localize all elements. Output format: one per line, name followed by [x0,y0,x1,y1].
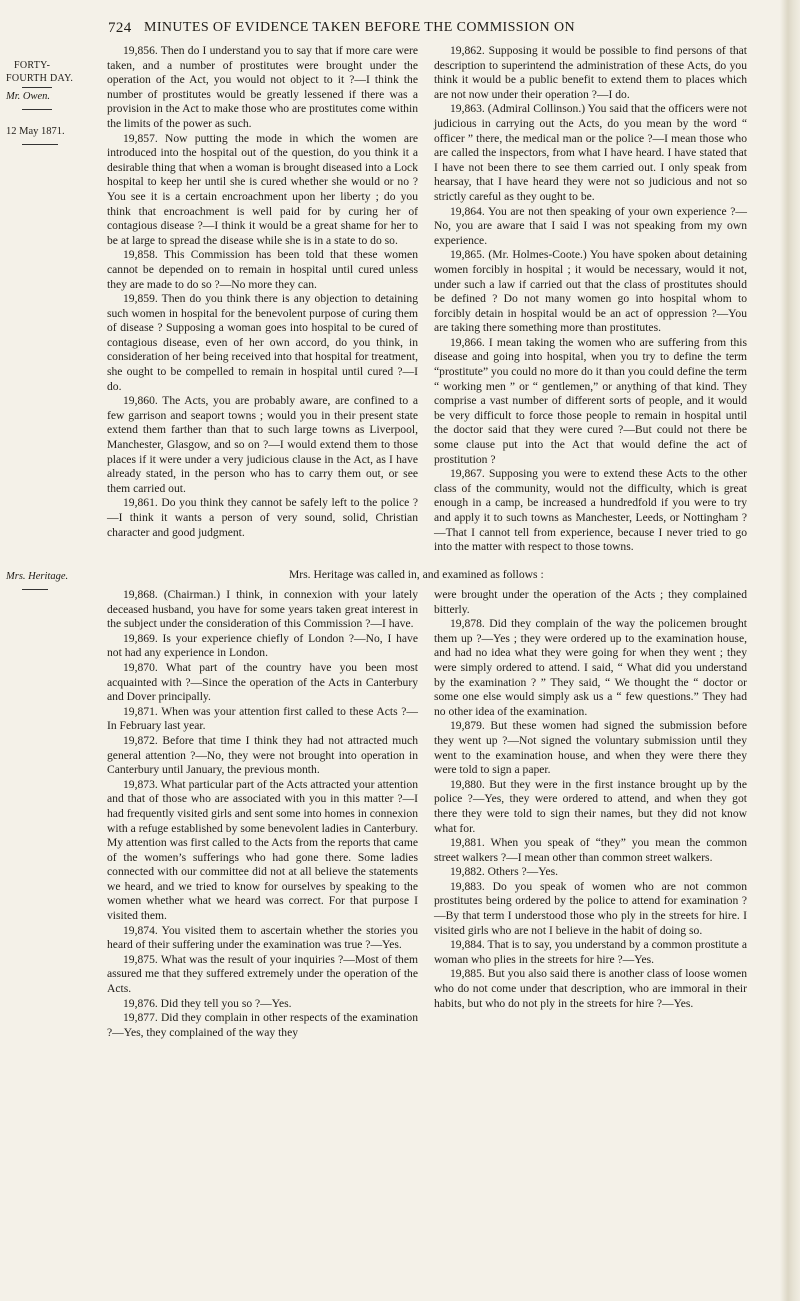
column-lower-right [434,588,747,1011]
sitting-date: 12 May 1871. [6,126,65,137]
paragraph: 19,875. What was the result of your inquiries ?—Most of them assured me that they suffered extremely under the operation of the Acts. [107,952,418,996]
column-upper-left [107,44,418,540]
margin-rule [22,109,52,110]
margin-witness-heritage [6,570,74,590]
paragraph: 19,861. Do you think they cannot be safely left to the police ?—I think it wants a person of very sound, solid, Christian character and good judgment. [107,496,418,539]
paragraph: 19,873. What particular part of the Acts attracted your attention and that of those who are associated with you in this matter ?—I had frequently visited girls and sent some into homes in connexion with a refuge established by some benevolent ladies in Canterbury. My attention was first called to the Acts from the reports that came of the women’s sufferings who had gone there. Some ladies connected with our committee did not at all believe the statements we heard, and we tried to know for ourselves by speaking to the women whether what we heard was correct. For that purpose I visited them. [107,777,418,923]
examination-heading: Mrs. Heritage was called in, and examined as follows : [289,568,544,581]
column-upper-right [434,44,747,555]
page-edge-shadow [780,0,800,1301]
paragraph: 19,882. Others ?—Yes. [450,865,558,879]
paragraph: 19,863. (Admiral Collinson.) You said that the officers were not judicious in carrying out the Acts, do you mean by the word “ officer ” there, the medical man or the police ?—I mean those who are called the inspectors, from what I have heard. I have stated that I have not been there to see them carried out. I only speak from hearsay, that I have heard they were not so judicious and not so strictly careful as they ought to be. [434,102,747,203]
paragraph: 19,869. Is your experience chiefly of London ?—No, I have not had any experience in London. [107,631,418,660]
margin-date [6,125,74,145]
paragraph: 19,865. (Mr. Holmes-Coote.) You have spoken about detaining women forcibly in hospital ; it would be necessary, would it not, under such a law if carried out that the class of prostitutes should be defined ? Do not many women go into hospital whom to forcibly detain in hospital would be an act of oppression ?—You are taking there something more than prostitutes. [434,248,747,335]
margin-day-line1: FORTY- [14,60,51,71]
page-number: 724 [108,20,132,36]
running-title: MINUTES OF EVIDENCE TAKEN BEFORE THE COMMISSION ON [144,20,575,35]
paragraph: were brought under the operation of the Acts ; they complained bitterly. [434,588,747,616]
paragraph: 19,878. Did they complain of the way the policemen brought them up ?—Yes ; they were ordered up to the examination house, and had no idea what they were going for when they went ; they were simply ordered to attend. I said, “ What did you understand by the examination ? ” They said, “ We thought the “ doctor or some one else would simply ask us a “ few questions.” They had no other idea of the examination. [434,617,747,718]
witness-name-heritage: Mrs. Heritage. [6,571,69,582]
paragraph: 19,857. Now putting the mode in which the women are introduced into the hospital out of the question, do you think it a desirable thing that when a woman is brought diseased into a Lock hospital to keep her until she is cured whether she would or no ? You see it is a certain encroachment upon her liberty ; do you think that encroachment is well paid for by curing her of contagious disease ?—I think it would be a great shame for her to be at large to spread the disease while she is in a state to do so. [107,131,418,247]
column-lower-left [107,588,418,1040]
margin-rule [22,87,52,88]
paragraph: 19,867. Supposing you were to extend these Acts to the other class of the community, would not the difficulty, which is great enough in a camp, be increased a hundredfold if you were to try and apply it to such towns as Manchester, Leeds, or Nottingham ?—That I cannot tell from experience, because I never tried to go into the matter with respect to those towns. [434,467,747,554]
margin-rule [22,589,48,590]
paragraph: 19,885. But you also said there is another class of loose women who do not come under that description, who are immoral in their habits, but who do not ply in the streets for hire ?—Yes. [434,967,747,1010]
paragraph: 19,866. I mean taking the women who are suffering from this disease and going into hospital, when you try to define the term “prostitute” you could no more do it than you could define the term “ working men ” or “ gentlemen,” or anything of that kind. They comprise a vast number of different sorts of people, and it would be very difficult to force those people to remain in hospital until the doctor said that they were cured ?—But could not there be some clause put into the Act that would define the act of prostitution ? [434,335,747,466]
paragraph: 19,859. Then do you think there is any objection to detaining such women in hospital for the benevolent purpose of curing them of disease ? Supposing a woman goes into hospital to be cured of contagious disease, even of her own accord, do you think, in consideration of her being received into that hospital for treatment, she ought to be compelled to remain in hospital until cured ?—I do. [107,292,418,393]
paragraph: 19,876. Did they tell you so ?—Yes. [123,996,292,1010]
paragraph: 19,860. The Acts, you are probably aware, are confined to a few garrison and seaport towns ; would you in their present state extend them farther than that to such large towns as Liverpool, Manchester, Glasgow, and so on ?—I would extend them to those places if it were under a very judicious clause in the Act, as I have already stated, in the person who has to carry them out, or see them carried out. [107,394,418,495]
margin-day [6,59,74,85]
paragraph: 19,858. This Commission has been told that these women cannot be depended on to remain in hospital until cured unless they are made to do so ?—No more they can. [107,248,418,291]
witness-name-owen: Mr. Owen. [6,91,51,102]
paragraph: 19,880. But they were in the first instance brought up by the police ?—Yes, they were ordered to attend, and when they got there they were told to sign their names, but they did not know what for. [434,777,747,835]
paragraph: 19,879. But these women had signed the submission before they went up ?—Not signed the voluntary submission until they went to the examination house, and when they were there they were told to sign a paper. [434,719,747,777]
paragraph: 19,872. Before that time I think they had not attracted much general attention ?—No, they were not brought into operation in Canterbury until January, the previous month. [107,733,418,777]
paragraph: 19,862. Supposing it would be possible to find persons of that description to superintend the administration of these Acts, do you think it would be a public benefit to extend them to places which are not now under their operation ?—I do. [434,44,747,101]
margin-witness-owen [6,87,74,110]
paragraph: 19,870. What part of the country have you been most acquainted with ?—Since the operation of the Acts in Canterbury and Dover principally. [107,660,418,704]
paragraph: 19,874. You visited them to ascertain whether the stories you heard of their suffering under the examination was true ?—Yes. [107,923,418,952]
paragraph: 19,883. Do you speak of women who are not common prostitutes being ordered by the police to attend for examination ?—By that term I understood those who ply in the streets for hire. I visited girls who are not I believe in the habit of doing so. [434,879,747,937]
margin-day-line2: FOURTH DAY. [6,73,74,84]
paragraph: 19,856. Then do I understand you to say that if more care were taken, and a number of prostitutes were brought under the operation of the Act, you would not object to it ?—I think the number of prostitutes would be greatly lessened if there was a provision in the Act to make those who are prostitutes come within the limits of the power as such. [107,44,418,130]
paragraph: 19,868. (Chairman.) I think, in connexion with your lately deceased husband, you have for some years taken great interest in the subject under the consideration of this Commission ?—I have. [107,588,418,631]
paragraph: 19,864. You are not then speaking of your own experience ?—No, you are aware that I said I was not speaking from my own experience. [434,204,747,247]
paragraph: 19,871. When was your attention first called to these Acts ?—In February last year. [107,704,418,733]
paragraph: 19,881. When you speak of “they” you mean the common street walkers ?—I mean other than common street walkers. [434,836,747,864]
paragraph: 19,884. That is to say, you understand by a common prostitute a woman who plies in the streets for hire ?—Yes. [434,938,747,966]
paragraph: 19,877. Did they complain in other respects of the examination ?—Yes, they complained of the way they [107,1011,418,1039]
margin-rule [22,144,58,145]
